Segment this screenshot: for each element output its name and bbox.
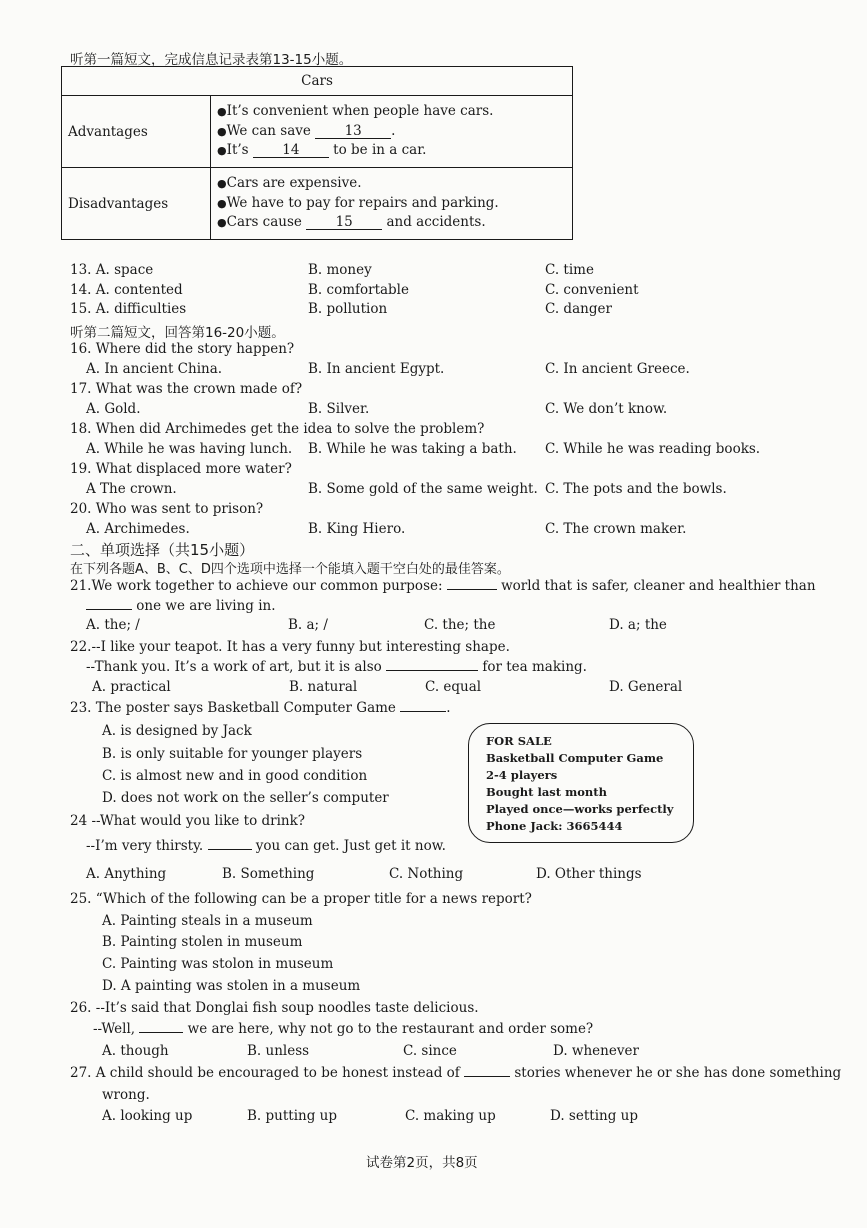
q19-option-a[interactable]: A The crown. — [86, 481, 177, 497]
question-20: 20. Who was sent to prison? — [70, 501, 264, 517]
choice-14-c[interactable]: C. convenient — [545, 282, 639, 298]
choice-13-c[interactable]: C. time — [545, 262, 594, 278]
advantage-line: ●It’s 14 to be in a car. — [217, 142, 427, 159]
q24-line2: --I’m very thirsty. you can get. Just get it now. — [86, 838, 446, 854]
q20-option-b[interactable]: B. King Hiero. — [308, 521, 406, 537]
choice-15-b[interactable]: B. pollution — [308, 301, 388, 317]
q18-option-a[interactable]: A. While he was having lunch. — [86, 441, 293, 457]
bullet-icon: ● — [217, 105, 227, 119]
q26-option-a[interactable]: A. though — [102, 1043, 169, 1059]
q21-option-d[interactable]: D. a; the — [609, 617, 667, 633]
q27-option-c[interactable]: C. making up — [405, 1108, 496, 1124]
part1-instruction: 听第一篇短文，完成信息记录表第13-15小题。 — [70, 52, 353, 68]
bullet-icon: ● — [217, 216, 227, 230]
q21-option-b[interactable]: B. a; / — [288, 617, 328, 633]
disadvantage-line: ●Cars cause 15 and accidents. — [217, 214, 486, 231]
q23-option-b[interactable]: B. is only suitable for younger players — [102, 746, 363, 762]
disadvantage-line: ●We have to pay for repairs and parking. — [217, 194, 499, 211]
q27-option-a[interactable]: A. looking up — [102, 1108, 193, 1124]
q21-line2: one we are living in. — [86, 598, 276, 614]
q16-option-a[interactable]: A. In ancient China. — [86, 361, 223, 377]
q25-option-a[interactable]: A. Painting steals in a museum — [102, 913, 313, 929]
q22-option-b[interactable]: B. natural — [289, 679, 358, 695]
poster-line: Bought last month — [486, 785, 607, 799]
q26-line1: 26. --It’s said that Donglai fish soup noodles taste delicious. — [70, 1000, 479, 1016]
q23-blank[interactable] — [400, 711, 446, 712]
q19-option-c[interactable]: C. The pots and the bowls. — [545, 481, 727, 497]
q21-blank-1[interactable] — [447, 589, 497, 590]
question-17: 17. What was the crown made of? — [70, 381, 303, 397]
q27-line1: 27. A child should be encouraged to be honest instead of stories whenever he or she has done something — [70, 1065, 842, 1081]
q24-option-a[interactable]: A. Anything — [86, 866, 167, 882]
advantage-line: ●We can save 13 . — [217, 122, 396, 139]
q26-option-c[interactable]: C. since — [403, 1043, 457, 1059]
q22-option-c[interactable]: C. equal — [425, 679, 482, 695]
q23-option-a[interactable]: A. is designed by Jack — [102, 723, 252, 739]
q26-line2: --Well, we are here, why not go to the restaurant and order some? — [93, 1021, 594, 1037]
choice-14-b[interactable]: B. comfortable — [308, 282, 409, 298]
part2-instruction: 听第二篇短文，回答第16-20小题。 — [70, 325, 285, 341]
blank-13[interactable]: 13 — [315, 124, 391, 139]
bullet-icon: ● — [217, 196, 227, 210]
bullet-icon: ● — [217, 177, 227, 191]
q22-line1: 22.--I like your teapot. It has a very funny but interesting shape. — [70, 639, 510, 655]
poster-line: 2-4 players — [486, 768, 558, 782]
q25-option-c[interactable]: C. Painting was stolon in museum — [102, 956, 334, 972]
q25-stem: 25. “Which of the following can be a proper title for a news report? — [70, 891, 532, 907]
section2-heading: 二、单项选择（共15小题） — [70, 541, 255, 559]
q27-blank[interactable] — [464, 1076, 510, 1077]
q18-option-b[interactable]: B. While he was taking a bath. — [308, 441, 517, 457]
q24-option-b[interactable]: B. Something — [222, 866, 315, 882]
section2-instruction: 在下列各题A、B、C、D四个选项中选择一个能填入题干空白处的最佳答案。 — [70, 562, 510, 577]
question-19: 19. What displaced more water? — [70, 461, 292, 477]
question-16: 16. Where did the story happen? — [70, 341, 295, 357]
q22-line2: --Thank you. It’s a work of art, but it is also for tea making. — [86, 659, 587, 675]
q23-stem: 23. The poster says Basketball Computer Game . — [70, 700, 451, 716]
q26-blank[interactable] — [139, 1032, 183, 1033]
choice-15-a[interactable]: 15. A. difficulties — [70, 301, 187, 317]
q27-line2: wrong. — [102, 1087, 150, 1103]
poster-phone: Phone Jack: 3665444 — [486, 819, 623, 833]
poster-heading: FOR SALE — [486, 734, 552, 748]
q22-option-a[interactable]: A. practical — [92, 679, 171, 695]
q25-option-d[interactable]: D. A painting was stolen in a museum — [102, 978, 361, 994]
for-sale-poster — [468, 723, 694, 843]
q21-blank-2[interactable] — [86, 609, 132, 610]
table-caption: Cars — [62, 67, 573, 96]
q24-option-c[interactable]: C. Nothing — [389, 866, 464, 882]
q24-blank[interactable] — [208, 849, 252, 850]
q22-blank[interactable] — [386, 670, 478, 671]
q16-option-b[interactable]: B. In ancient Egypt. — [308, 361, 445, 377]
blank-15[interactable]: 15 — [306, 215, 382, 230]
q23-option-c[interactable]: C. is almost new and in good condition — [102, 768, 368, 784]
q20-option-a[interactable]: A. Archimedes. — [86, 521, 190, 537]
choice-15-c[interactable]: C. danger — [545, 301, 612, 317]
q26-option-b[interactable]: B. unless — [247, 1043, 310, 1059]
info-table — [61, 66, 573, 240]
q16-option-c[interactable]: C. In ancient Greece. — [545, 361, 690, 377]
blank-14[interactable]: 14 — [253, 143, 329, 158]
disadvantages-label: Disadvantages — [62, 168, 211, 240]
choice-13-a[interactable]: 13. A. space — [70, 262, 154, 278]
q21-line1: 21.We work together to achieve our common purpose: world that is safer, cleaner and healthier than — [70, 578, 816, 594]
poster-line: Played once—works perfectly — [486, 802, 674, 816]
q25-option-b[interactable]: B. Painting stolen in museum — [102, 934, 303, 950]
q24-line1: 24 --What would you like to drink? — [70, 813, 306, 829]
advantages-label: Advantages — [62, 96, 211, 168]
q27-option-d[interactable]: D. setting up — [550, 1108, 638, 1124]
page-footer: 试卷第2页，共8页 — [366, 1155, 478, 1171]
q23-option-d[interactable]: D. does not work on the seller’s computer — [102, 790, 389, 806]
q24-option-d[interactable]: D. Other things — [536, 866, 642, 882]
q21-option-c[interactable]: C. the; the — [424, 617, 496, 633]
q17-option-c[interactable]: C. We don’t know. — [545, 401, 668, 417]
q18-option-c[interactable]: C. While he was reading books. — [545, 441, 761, 457]
advantages-cell — [211, 96, 573, 168]
choice-13-b[interactable]: B. money — [308, 262, 372, 278]
q26-option-d[interactable]: D. whenever — [553, 1043, 639, 1059]
disadvantages-cell — [211, 168, 573, 240]
bullet-icon: ● — [217, 124, 227, 138]
q22-option-d[interactable]: D. General — [609, 679, 683, 695]
choice-14-a[interactable]: 14. A. contented — [70, 282, 183, 298]
q20-option-c[interactable]: C. The crown maker. — [545, 521, 687, 537]
advantage-line: ●It’s convenient when people have cars. — [217, 103, 494, 120]
q21-option-a[interactable]: A. the; / — [86, 617, 140, 633]
q17-option-a[interactable]: A. Gold. — [86, 401, 141, 417]
bullet-icon: ● — [217, 144, 227, 158]
q19-option-b[interactable]: B. Some gold of the same weight. — [308, 481, 538, 497]
q17-option-b[interactable]: B. Silver. — [308, 401, 370, 417]
disadvantage-line: ●Cars are expensive. — [217, 175, 362, 192]
question-18: 18. When did Archimedes get the idea to solve the problem? — [70, 421, 485, 437]
q27-option-b[interactable]: B. putting up — [247, 1108, 337, 1124]
poster-line: Basketball Computer Game — [486, 751, 664, 765]
